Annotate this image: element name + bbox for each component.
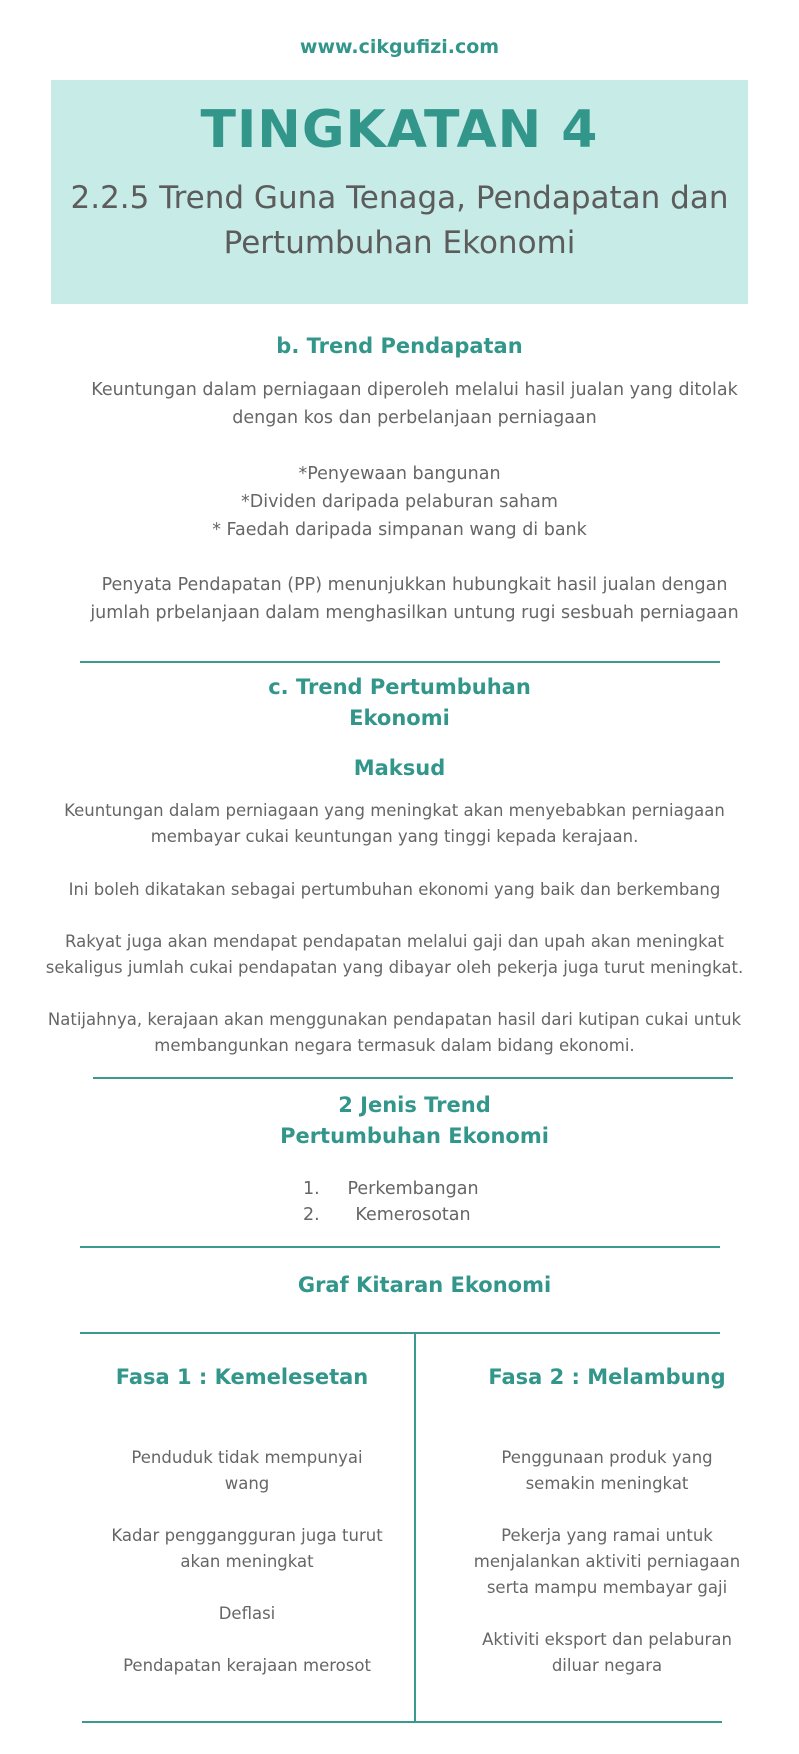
maksud-heading: Maksud xyxy=(353,756,446,780)
point-line: Aktiviti eksport dan pelaburan xyxy=(482,1630,732,1649)
point-line: Penduduk tidak mempunyai xyxy=(131,1448,363,1467)
intro-line-1: Keuntungan dalam perniagaan diperoleh melalui hasil jualan yang ditolak xyxy=(91,380,738,400)
para-line: sekaligus jumlah cukai pendapatan yang dibayar oleh pekerja juga turut meningkat. xyxy=(45,958,744,977)
para-line: Keuntungan dalam perniagaan yang meningkat akan menyebabkan perniagaan xyxy=(64,801,725,820)
section-c-heading xyxy=(0,672,799,734)
maksud-para-3 xyxy=(20,929,769,981)
section-b-intro xyxy=(40,376,789,432)
divider xyxy=(80,1246,720,1248)
maksud-para-1 xyxy=(40,798,749,850)
fasa-1-point xyxy=(92,1445,402,1497)
list-item: *Dividen daripada pelaburan saham xyxy=(241,492,558,512)
point-line: Pekerja yang ramai untuk xyxy=(501,1526,713,1545)
para-line: Natijahnya, kerajaan akan menggunakan pendapatan hasil dari kutipan cukai untuk xyxy=(47,1010,742,1029)
fasa-1-point xyxy=(92,1523,402,1575)
point-line: wang xyxy=(224,1474,270,1493)
fasa-1-point: Deflasi xyxy=(218,1604,276,1623)
income-statement-text xyxy=(40,571,789,627)
fasa-2-point xyxy=(452,1445,762,1497)
list-item: *Penyewaan bangunan xyxy=(298,464,501,484)
fasa-1-heading: Fasa 1 : Kemelesetan xyxy=(115,1365,369,1389)
point-line: semakin meningkat xyxy=(525,1474,689,1493)
page-title: TINGKATAN 4 xyxy=(200,100,599,160)
fasa-1-point: Pendapatan kerajaan merosot xyxy=(123,1656,371,1675)
page-subtitle xyxy=(51,176,748,266)
point-line: Penggunaan produk yang xyxy=(501,1448,713,1467)
list-text: Kemerosotan xyxy=(355,1205,471,1225)
graf-heading: Graf Kitaran Ekonomi xyxy=(297,1273,552,1297)
point-line: menjalankan aktiviti perniagaan xyxy=(473,1552,741,1571)
maksud-para-4 xyxy=(20,1007,769,1059)
point-line: diluar negara xyxy=(551,1656,663,1675)
maksud-para-2: Ini boleh dikatakan sebagai pertumbuhan ekonomi yang baik dan berkembang xyxy=(68,880,721,899)
list-number: 1. xyxy=(303,1179,320,1199)
section-c-heading-line-1: c. Trend Pertumbuhan xyxy=(268,675,531,699)
section-c-heading-line-2: Ekonomi xyxy=(349,706,450,730)
section-b-heading: b. Trend Pendapatan xyxy=(276,334,523,358)
list-item xyxy=(303,1176,523,1202)
jenis-heading-line-1: 2 Jenis Trend xyxy=(338,1093,491,1117)
divider xyxy=(80,661,720,663)
point-line: serta mampu membayar gaji xyxy=(486,1578,728,1597)
fasa-2-point xyxy=(452,1523,762,1601)
list-number: 2. xyxy=(303,1205,320,1225)
website-url: www.cikgufizi.com xyxy=(299,36,500,58)
subtitle-line-2: Pertumbuhan Ekonomi xyxy=(223,225,576,261)
jenis-trend-list xyxy=(303,1176,523,1228)
table-bottom-border xyxy=(82,1721,722,1723)
subtitle-line-1: 2.2.5 Trend Guna Tenaga, Pendapatan dan xyxy=(70,180,729,216)
fasa-2-heading: Fasa 2 : Melambung xyxy=(488,1365,726,1389)
para-line: membayar cukai keuntungan yang tinggi kepada kerajaan. xyxy=(150,827,639,846)
point-line: akan meningkat xyxy=(180,1552,314,1571)
pp-line-2: jumlah prbelanjaan dalam menghasilkan untung rugi sesbuah perniagaan xyxy=(90,603,739,623)
fasa-2-point xyxy=(452,1627,762,1679)
jenis-heading-line-2: Pertumbuhan Ekonomi xyxy=(280,1124,549,1148)
income-sources-list xyxy=(0,460,799,544)
list-item xyxy=(303,1202,523,1228)
column-divider xyxy=(414,1332,416,1722)
para-line: membangunkan negara termasuk dalam bidang ekonomi. xyxy=(154,1036,635,1055)
pp-line-1: Penyata Pendapatan (PP) menunjukkan hubungkait hasil jualan dengan xyxy=(101,575,728,595)
jenis-trend-heading xyxy=(0,1090,799,1152)
intro-line-2: dengan kos dan perbelanjaan perniagaan xyxy=(232,408,597,428)
table-top-border xyxy=(80,1332,720,1334)
para-line: Rakyat juga akan mendapat pendapatan melalui gaji dan upah akan meningkat xyxy=(65,932,724,951)
divider xyxy=(93,1077,733,1079)
point-line: Kadar penggangguran juga turut xyxy=(111,1526,383,1545)
list-text: Perkembangan xyxy=(347,1179,479,1199)
list-item: * Faedah daripada simpanan wang di bank xyxy=(212,520,587,540)
